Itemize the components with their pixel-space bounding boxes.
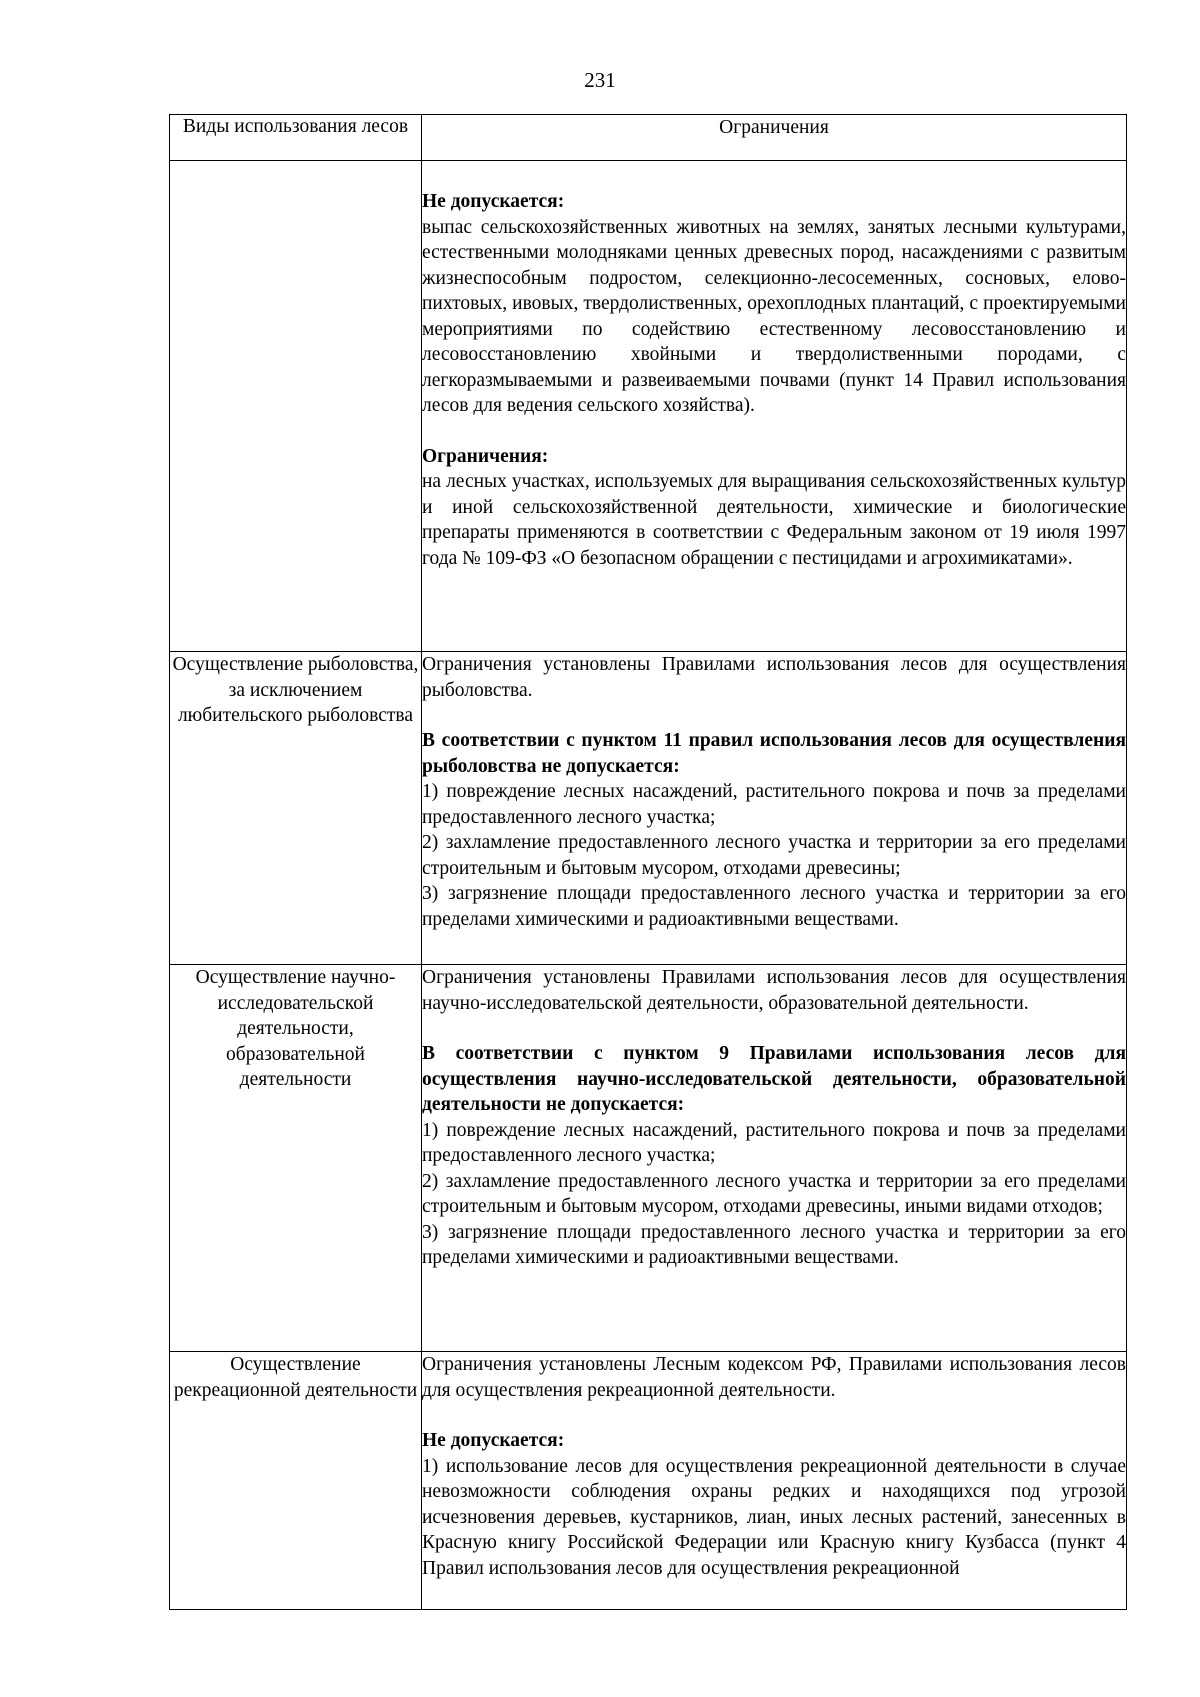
row-restrictions-cell xyxy=(422,652,1127,965)
list-item: 2) захламление предоставленного лесного участка и территории за его пределами строительным и бытовым мусором, отходами древесины, иными видами отходов; xyxy=(422,1170,1126,1217)
table-header-row xyxy=(170,115,1127,161)
intro-text: Ограничения установлены Правилами использования лесов для осуществления научно-исследовательской деятельности, образовательной деятельности. xyxy=(422,967,1126,1014)
list-item: 1) использование лесов для осуществления рекреационной деятельности в случае невозможности соблюдения охраны редких и находящихся под угрозой исчезновения деревьев, кустарников, лиан, иных лесных растений, занесенных в Красную книгу Российской Федерации или Красную книгу Кузбасса (пункт 4 Правил использования лесов для осуществления рекреационной xyxy=(422,1455,1126,1579)
row-kind-cell: Осуществление рекреационной деятельности xyxy=(170,1352,422,1610)
row-restrictions-cell xyxy=(422,1352,1127,1610)
row-restrictions-cell xyxy=(422,965,1127,1352)
table-row xyxy=(170,652,1127,965)
block-text: на лесных участках, используемых для выращивания сельскохозяйственных культур и иной сельскохозяйственной деятельности, химические и биологические препараты применяются в соответствии с Федеральным законом от 19 июля 1997 года № 109-ФЗ «О безопасном обращении с пестицидами и агрохимикатами». xyxy=(422,471,1126,569)
bold-statement: Не допускается: xyxy=(422,1430,565,1451)
intro-text: Ограничения установлены Правилами использования лесов для осуществления рыболовства. xyxy=(422,654,1126,701)
table-row xyxy=(170,1352,1127,1610)
bold-statement: В соответствии с пунктом 9 Правилами использования лесов для осуществления научно-исследовательской деятельности, образовательной деятельности не допускается: xyxy=(422,1043,1126,1115)
intro-text: Ограничения установлены Лесным кодексом РФ, Правилами использования лесов для осуществления рекреационной деятельности. xyxy=(422,1354,1126,1401)
page-number: 231 xyxy=(584,68,616,92)
row-restrictions-cell xyxy=(422,161,1127,652)
block-heading: Не допускается: xyxy=(422,191,565,212)
bold-statement: В соответствии с пунктом 11 правил использования лесов для осуществления рыболовства не допускается: xyxy=(422,730,1126,777)
list-item: 3) загрязнение площади предоставленного лесного участка и территории за его пределами химическими и радиоактивными веществами. xyxy=(422,883,1126,930)
restrictions-table xyxy=(169,114,1127,1610)
row-kind-cell: Осуществление научно-исследовательской деятельности, образовательной деятельности xyxy=(170,965,422,1352)
header-restrictions: Ограничения xyxy=(422,115,1127,161)
table-row xyxy=(170,161,1127,652)
list-item: 1) повреждение лесных насаждений, растительного покрова и почв за пределами предоставленного лесного участка; xyxy=(422,781,1126,828)
block-heading: Ограничения: xyxy=(422,445,549,467)
header-kinds-of-use: Виды использования лесов xyxy=(170,115,422,161)
row-kind-cell: Осуществление рыболовства, за исключением любительского рыболовства xyxy=(170,652,422,965)
table-row xyxy=(170,965,1127,1352)
row-kind-cell xyxy=(170,161,422,652)
list-item: 3) загрязнение площади предоставленного лесного участка и территории за его пределами химическими и радиоактивными веществами. xyxy=(422,1221,1126,1268)
list-item: 2) захламление предоставленного лесного участка и территории за его пределами строительным и бытовым мусором, отходами древесины; xyxy=(422,832,1126,879)
list-item: 1) повреждение лесных насаждений, растительного покрова и почв за пределами предоставленного лесного участка; xyxy=(422,1119,1126,1166)
block-text: выпас сельскохозяйственных животных на землях, занятых лесными культурами, естественными молодняками ценных древесных пород, насаждениями с развитым жизнеспособным подростом, селекционно-лесосеменных, сосновых, елово-пихтовых, ивовых, твердолиственных, орехоплодных плантаций, с проектируемыми мероприятиями по содействию естественному лесовосстановлению и лесовосстановлению хвойными и твердолиственными породами, с легкоразмываемыми и развеиваемыми почвами (пункт 14 Правил использования лесов для ведения сельского хозяйства). xyxy=(422,216,1126,416)
